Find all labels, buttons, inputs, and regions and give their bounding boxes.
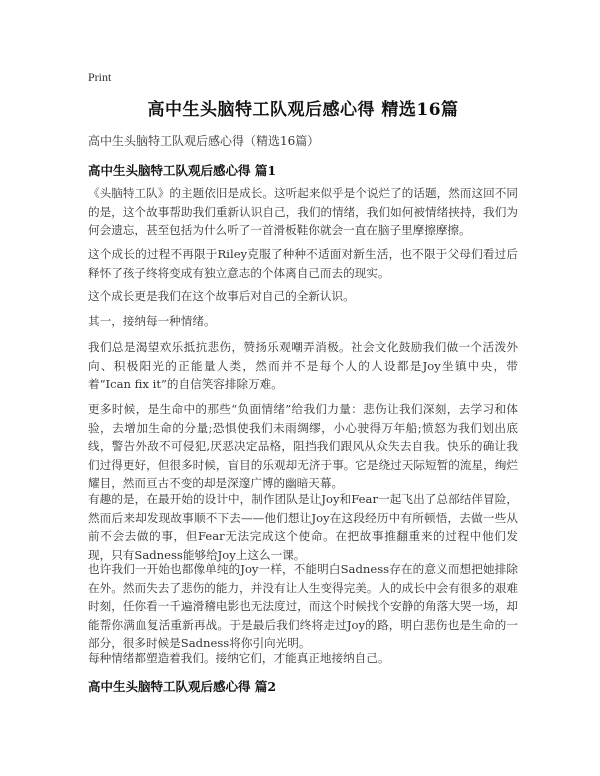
section-heading-1: 高中生头脑特工队观后感心得 篇1 [88, 163, 277, 178]
paragraph: 这个成长的过程不再限于Riley克服了种种不适面对新生活，也不限于父母们看过后释怀了孩子终将变成有独立意志的个体离自己而去的现实。 [88, 247, 518, 280]
paragraph: 也许我们一开始也都像单纯的Joy一样，不能明白Sadness存在的意义而想把她排除在外。然而失去了悲伤的能力，并没有让人生变得完美。人的成长中会有很多的艰难时刻，任你看一千遍滑稽电影也无法度过，而这个时候找个安静的角落大哭一场，却能帮你满血复活重新再战。于是最后我们终将走过Joy的路，明白悲伤也是生命的一部分，很多时候是Sadness将你引向光明。 [88, 562, 518, 651]
paragraph: 每种情绪都塑造着我们。接纳它们，才能真正地接纳自己。 [88, 651, 390, 665]
paragraph: 我们总是渴望欢乐抵抗悲伤，赞扬乐观嘲弄消极。社会文化鼓励我们做一个活泼外向、积极阳光的正能量人类，然而并不是每个人的人设都是Joy坐镇中央，带着“Ican fix it”的自信笑容排除万难。 [88, 340, 518, 392]
paragraph: 这个成长更是我们在这个故事后对自己的全新认识。 [88, 289, 355, 303]
paragraph: 其一，接纳每一种情绪。 [88, 314, 216, 328]
paragraph: 有趣的是，在最开始的设计中，制作团队是让Joy和Fear一起飞出了总部结伴冒险，然而后来却发现故事顺不下去——他们想让Joy在这段经历中有所顿悟，去做一些从前不会去做的事，但Fear无法完成这个使命。在把故事推翻重来的过程中他们发现，只有Sadness能够给Joy上这么一课。 [88, 492, 518, 562]
paragraph: 《头脑特工队》的主题依旧是成长。这听起来似乎是个说烂了的话题，然而这回不同的是，这个故事帮助我们重新认识自己，我们的情绪，我们如何被情绪挟持，我们为何会遗忘，甚至包括为什么听了一首滑板鞋你就会一直在脑子里摩擦摩擦。 [88, 186, 518, 238]
page-title: 高中生头脑特工队观后感心得 精选16篇 [147, 100, 459, 120]
page-subtitle: 高中生头脑特工队观后感心得（精选16篇） [88, 134, 320, 148]
paragraph: 更多时候，是生命中的那些“负面情绪”给我们力量：悲伤让我们深刻，去学习和体验，去增加生命的分量;恐惧使我们未雨绸缪，小心驶得万年船;愤怒为我们划出底线，警告外敌不可侵犯,厌恶决定品格，阻挡我们跟风从众失去自我。快乐的确让我们过得更好，但很多时候，盲目的乐观却无济于事。它是绕过天际短暂的流星，绚烂耀目，然而亘古不变的却是深邃广博的幽暗天幕。 [88, 402, 518, 491]
section-heading-2: 高中生头脑特工队观后感心得 篇2 [88, 679, 277, 694]
print-link[interactable]: Print [88, 70, 112, 84]
